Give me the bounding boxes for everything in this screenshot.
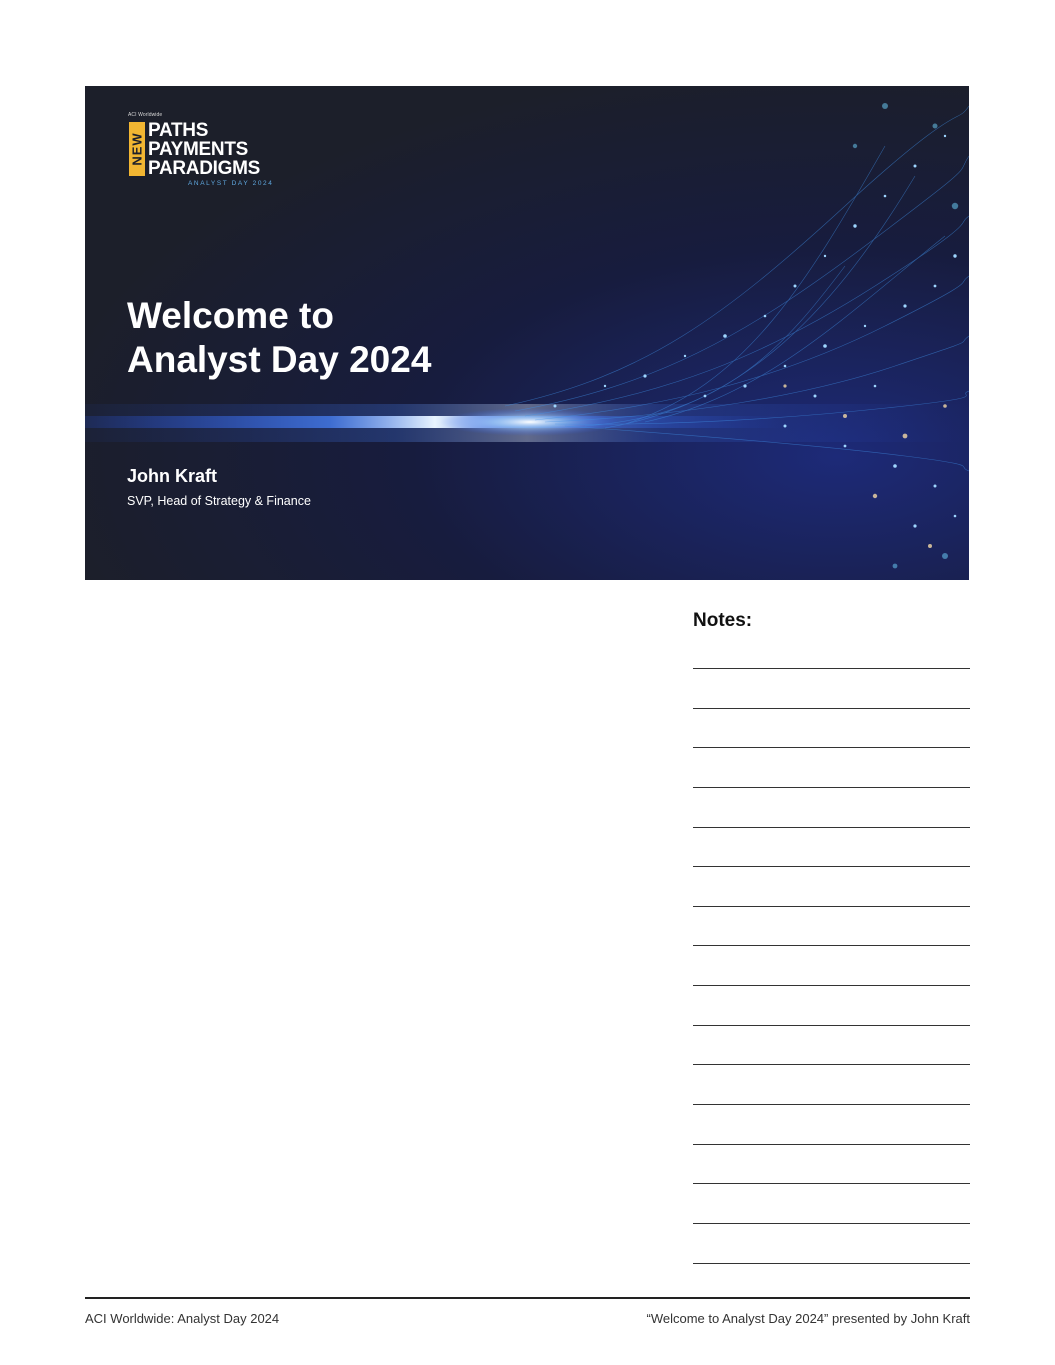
- note-line: [693, 747, 970, 787]
- note-line: [693, 708, 970, 748]
- presenter-name: John Kraft: [127, 466, 217, 486]
- notes-heading: Notes:: [693, 610, 753, 631]
- logo-line-paths: PATHS: [148, 120, 209, 141]
- slide-title-line1: Welcome to: [127, 295, 334, 336]
- note-line: [693, 1064, 970, 1104]
- note-line: [693, 827, 970, 867]
- note-line: [693, 1025, 970, 1065]
- note-line: [693, 1183, 970, 1223]
- slide-title: [127, 294, 431, 382]
- note-line: [693, 1144, 970, 1184]
- note-line: [693, 787, 970, 827]
- note-line: [693, 1104, 970, 1144]
- notes-lines: [693, 668, 970, 1302]
- note-line: [693, 985, 970, 1025]
- note-line: [693, 866, 970, 906]
- note-line: [693, 945, 970, 985]
- logo-brand: ACI Worldwide: [128, 112, 163, 118]
- title-slide: [85, 86, 969, 580]
- note-line: [693, 668, 970, 708]
- footer-presentation-credit: “Welcome to Analyst Day 2024” presented by John Kraft: [646, 1311, 970, 1326]
- presenter-role: SVP, Head of Strategy & Finance: [127, 494, 311, 508]
- note-line: [693, 906, 970, 946]
- note-line: [693, 1223, 970, 1263]
- logo-subtitle: ANALYST DAY 2024: [188, 180, 274, 187]
- footer-event: ACI Worldwide: Analyst Day 2024: [85, 1311, 280, 1326]
- logo-new-badge: NEW: [129, 122, 145, 176]
- logo-line-payments: PAYMENTS: [148, 139, 249, 160]
- logo-line-paradigms: PARADIGMS: [148, 158, 261, 179]
- footer-divider: [85, 1297, 970, 1299]
- slide-title-line2: Analyst Day 2024: [127, 339, 432, 380]
